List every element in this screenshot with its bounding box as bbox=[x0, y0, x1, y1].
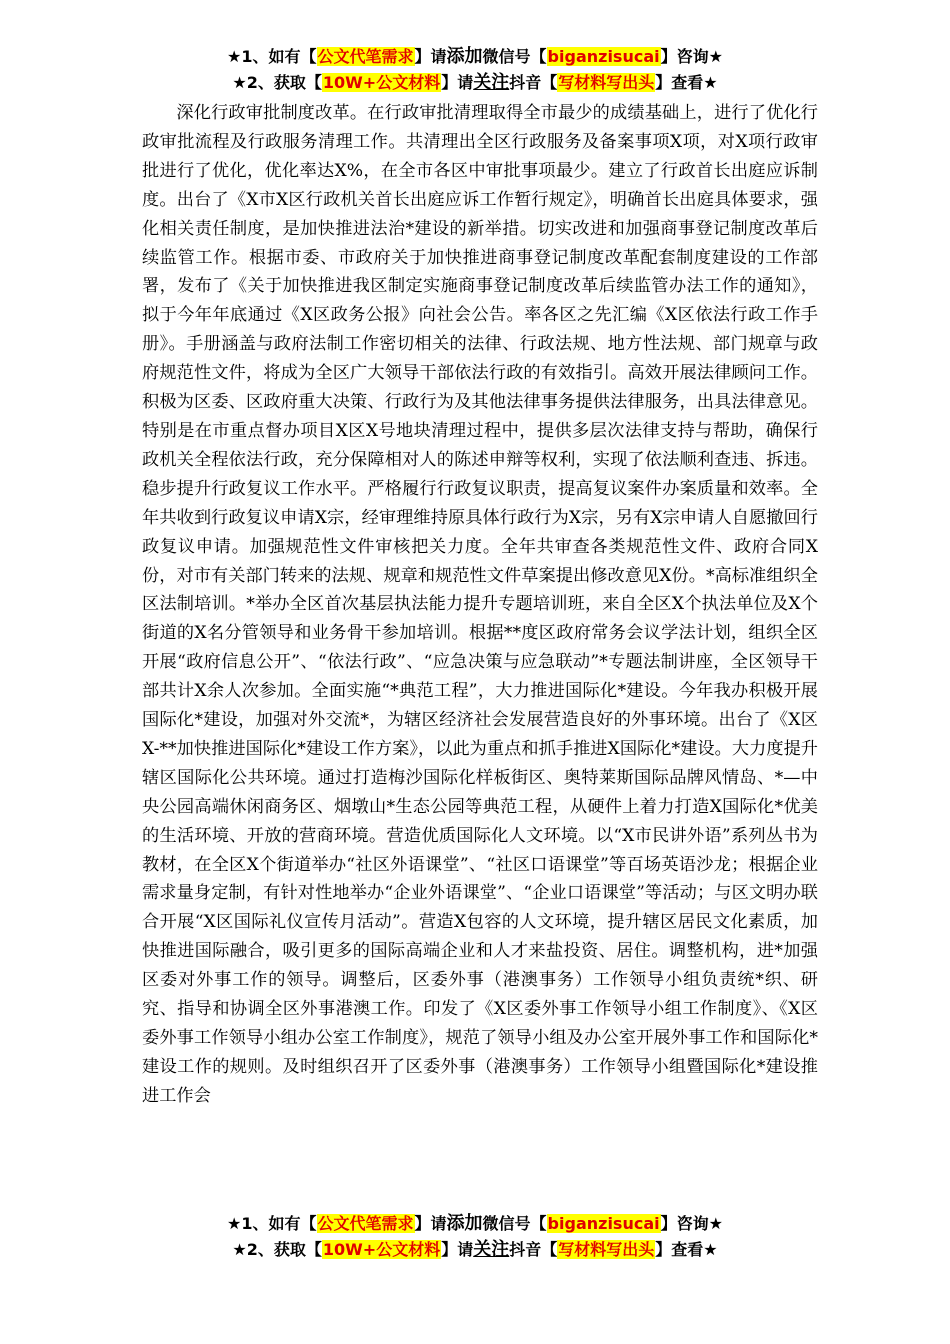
highlight-materials: 10W+公文材料 bbox=[322, 73, 441, 92]
body-paragraph: 深化行政审批制度改革。在行政审批清理取得全市最少的成绩基础上，进行了优化行政审批流程及行政服务清理工作。共清理出全区行政服务及备案事项X项，对X项行政审批进行了优化，优化率达X%，在全市各区中审批事项最少。建立了行政首长出庭应诉制度。出台了《X市X区行政机关首长出庭应诉工作暂行规定》，明确首长出庭具体要求，强化相关责任制度，是加快推进法治*建设的新举措。切实改进和加强商事登记制度改革后续监管工作。根据市委、市政府关于加快推进商事登记制度改革配套制度建设的工作部署，发布了《关于加快推进我区制定实施商事登记制度改革后续监管办法工作的通知》，拟于今年年底通过《X区政务公报》向社会公告。率各区之先汇编《X区依法行政工作手册》。手册涵盖与政府法制工作密切相关的法律、行政法规、地方性法规、部门规章与政府规范性文件，将成为全区广大领导干部依法行政的有效指引。高效开展法律顾问工作。积极为区委、区政府重大决策、行政行为及其他法律事务提供法律服务，出具法律意见。特别是在市重点督办项目X区X号地块清理过程中，提供多层次法律支持与帮助，确保行政机关全程依法行政，充分保障相对人的陈述申辩等权利，实现了依法顺利查违、拆违。稳步提升行政复议工作水平。严格履行行政复议职责，提高复议案件办案质量和效率。全年共收到行政复议申请X宗，经审理维持原具体行政行为X宗，另有X宗申请人自愿撤回行政复议申请。加强规范性文件审核把关力度。全年共审查各类规范性文件、政府合同X份，对市有关部门转来的法规、规章和规范性文件草案提出修改意见X份。*高标准组织全区法制培训。*举办全区首次基层执法能力提升专题培训班，来自全区X个执法单位及X个街道的X名分管领导和业务骨干参加培训。根据**度区政府常务会议学法计划，组织全区开展“政府信息公开”、“依法行政”、“应急决策与应急联动”*专题法制讲座，全区领导干部共计X余人次参加。全面实施“*典范工程”，大力推进国际化*建设。今年我办积极开展国际化*建设，加强对外交流*，为辖区经济社会发展营造良好的外事环境。出台了《X区X-**加快推进国际化*建设工作方案》，以此为重点和抓手推进X国际化*建设。大力度提升辖区国际化公共环境。通过打造梅沙国际化样板街区、奥特莱斯国际品牌风情岛、*—中央公园高端休闲商务区、烟墩山*生态公园等典范工程，从硬件上着力打造X国际化*优美的生活环境、开放的营商环境。营造优质国际化人文环境。以“X市民讲外语”系列丛书为教材，在全区X个街道举办“社区外语课堂”、“社区口语课堂”等百场英语沙龙；根据企业需求量身定制，有针对性地举办“企业外语课堂”、“企业口语课堂”等活动；与区文明办联合开展“X区国际礼仪宣传月活动”。营造X包容的人文环境，提升辖区居民文化素质，加快推进国际融合，吸引更多的国际高端企业和人才来盐投资、居住。调整机构，进*加强区委对外事工作的领导。调整后，区委外事（港澳事务）工作领导小组负责统*织、研究、指导和协调全区外事港澳工作。印发了《X区委外事工作领导小组工作制度》、《X区委外事工作领导小组办公室工作制度》，规范了领导小组及办公室开展外事工作和国际化*建设工作的规则。及时组织召开了区委外事（港澳事务）工作领导小组暨国际化*建设推进工作会 bbox=[142, 103, 818, 1106]
highlight-douyin: 写材料写出头 bbox=[558, 1240, 655, 1259]
highlight-service: 公文代笔需求 bbox=[317, 47, 414, 66]
header-banner bbox=[0, 44, 950, 96]
highlight-materials: 10W+公文材料 bbox=[322, 1240, 441, 1259]
highlight-douyin: 写材料写出头 bbox=[558, 73, 655, 92]
banner-line-1: ★1、如有【公文代笔需求】请添加微信号【biganzisucai】咨询★ bbox=[227, 1213, 723, 1234]
banner-line-2: ★2、获取【10W+公文材料】请关注抖音【写材料写出头】查看★ bbox=[232, 72, 718, 93]
highlight-wechat-id: biganzisucai bbox=[547, 1214, 660, 1233]
highlight-wechat-id: biganzisucai bbox=[547, 47, 660, 66]
highlight-service: 公文代笔需求 bbox=[317, 1214, 414, 1233]
banner-line-1: ★1、如有【公文代笔需求】请添加微信号【biganzisucai】咨询★ bbox=[227, 46, 723, 67]
footer-banner bbox=[0, 1211, 950, 1263]
banner-line-2: ★2、获取【10W+公文材料】请关注抖音【写材料写出头】查看★ bbox=[232, 1239, 718, 1260]
